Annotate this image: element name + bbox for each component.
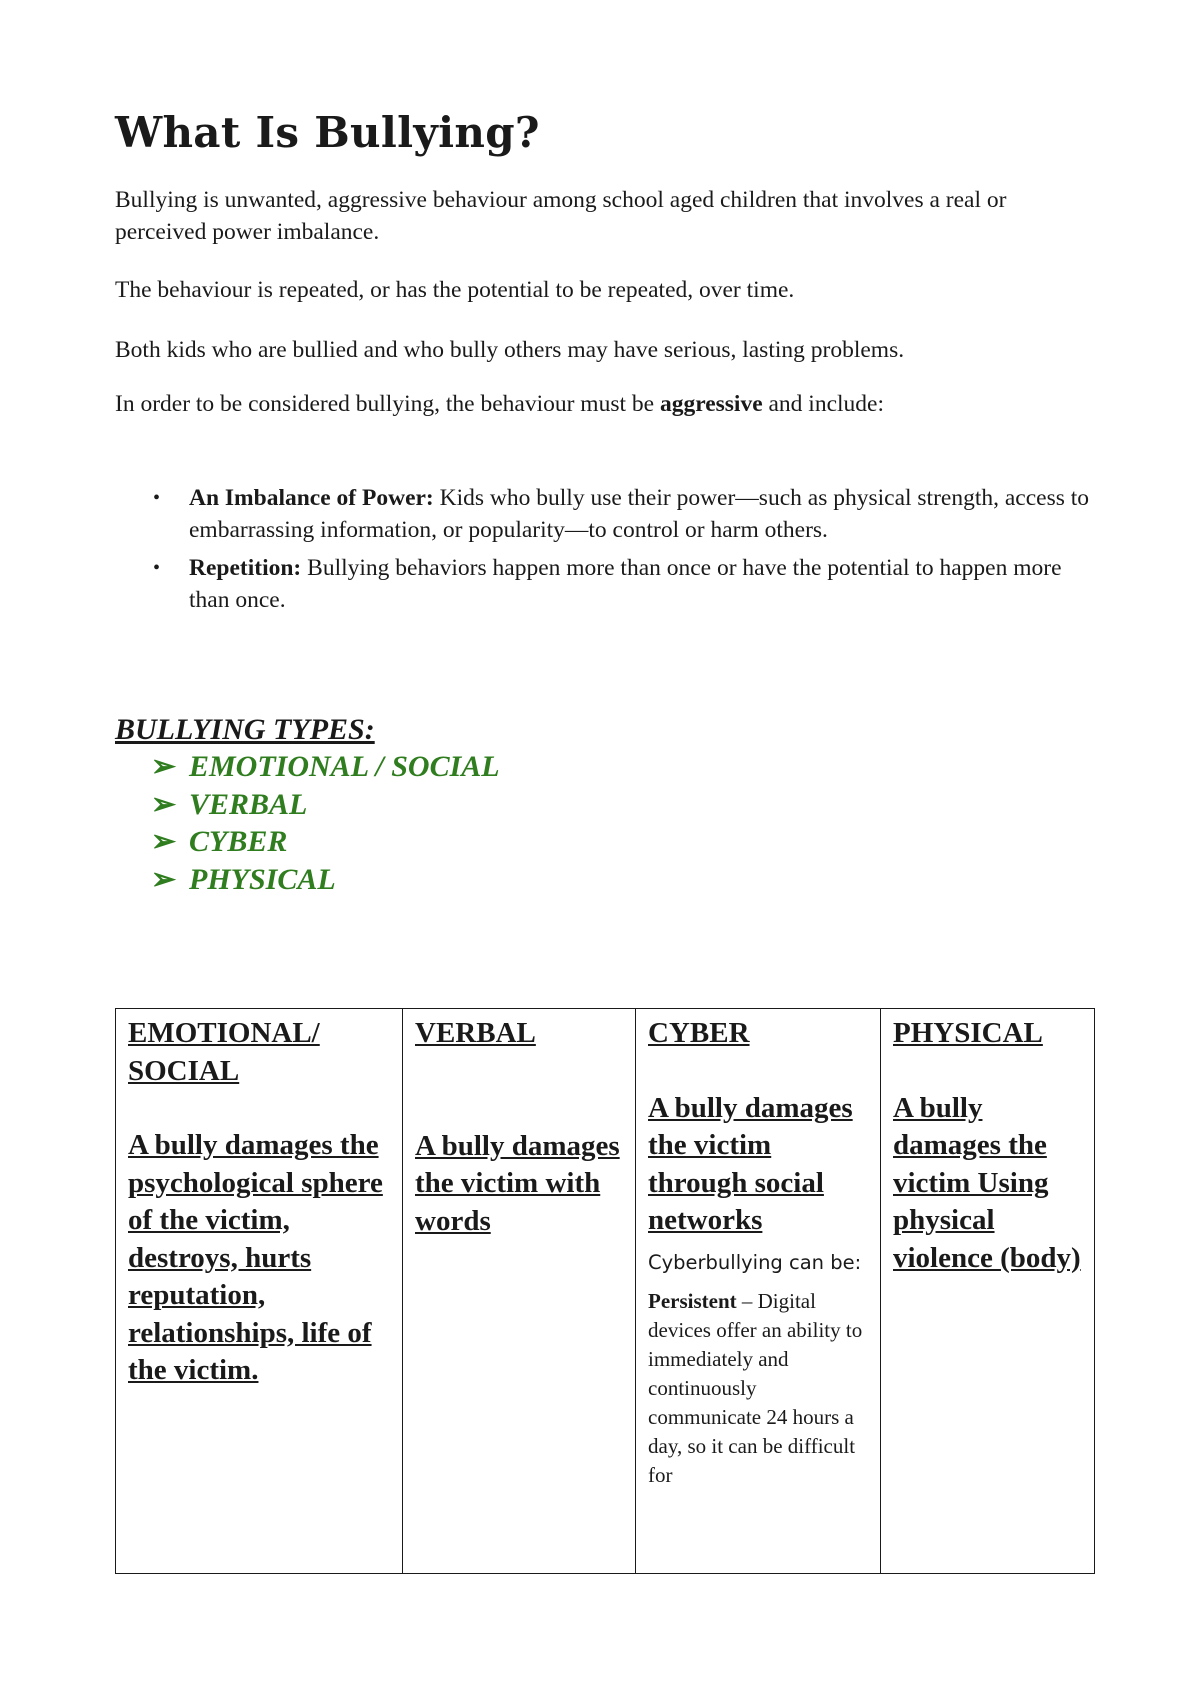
table-cell-verbal [403, 1009, 636, 1574]
bullet-term: An Imbalance of Power: [189, 485, 434, 511]
bullet-term: Repetition: [189, 555, 302, 581]
physical-description: A bully damages the victim Using physical violence (body) [893, 1091, 1081, 1274]
criteria-list [115, 482, 1095, 622]
page-title: What Is Bullying? [115, 108, 540, 157]
bullying-types-table [115, 1008, 1095, 1574]
verbal-header: VERBAL [415, 1017, 536, 1049]
bullet-text: Bullying behaviors happen more than once or have the potential to happen more than once. [189, 555, 1062, 613]
cyber-header: CYBER [648, 1017, 750, 1049]
verbal-description: A bully damages the victim with words [415, 1129, 620, 1237]
bullet-icon: • [153, 557, 161, 579]
types-heading: BULLYING TYPES: [115, 713, 375, 746]
type-label: VERBAL [189, 787, 308, 821]
table-cell-cyber [636, 1009, 881, 1574]
criteria-text-end: and include: [762, 391, 885, 417]
types-list [151, 748, 500, 898]
criteria-text: In order to be considered bullying, the behaviour must be [115, 391, 660, 417]
list-item [151, 748, 500, 786]
criteria-paragraph [115, 388, 1090, 420]
table-cell-emotional [116, 1009, 403, 1574]
emotional-header: EMOTIONAL/ SOCIAL [128, 1017, 320, 1087]
repetition-paragraph: The behaviour is repeated, or has the potential to be repeated, over time. [115, 277, 795, 303]
emotional-description: A bully damages the psychological sphere of the victim, destroys, hurts reputation, relationships, life of the victim. [128, 1129, 383, 1386]
cyber-intro: Cyberbullying can be: [648, 1250, 862, 1274]
arrow-bullet-icon: ➢ [151, 750, 177, 783]
persistent-text: – Digital devices offer an ability to immediately and continuously communicate 24 hours a day, so it can be difficult for [648, 1288, 863, 1487]
arrow-bullet-icon: ➢ [151, 787, 177, 821]
cyber-persistent [648, 1287, 870, 1490]
physical-header: PHYSICAL [893, 1017, 1043, 1049]
arrow-bullet-icon: ➢ [151, 825, 177, 858]
type-label: EMOTIONAL / SOCIAL [189, 750, 500, 783]
persistent-term: Persistent [648, 1288, 737, 1313]
type-label: PHYSICAL [189, 862, 336, 896]
bullet-text: Kids who bully use their power—such as physical strength, access to embarrassing information, or popularity—to control or harm others. [189, 485, 1090, 543]
table-cell-physical [881, 1009, 1095, 1574]
criteria-emphasis: aggressive [659, 391, 763, 417]
list-item [115, 482, 1095, 546]
list-item [151, 861, 500, 899]
list-item [115, 552, 1095, 616]
arrow-bullet-icon: ➢ [151, 862, 177, 896]
table-row [116, 1009, 1095, 1574]
cyber-description: A bully damages the victim through social networks [648, 1091, 853, 1236]
list-item [151, 823, 500, 861]
intro-paragraph: Bullying is unwanted, aggressive behaviour among school aged children that involves a real or perceived power imbalance. [115, 187, 1007, 245]
consequences-paragraph: Both kids who are bullied and who bully others may have serious, lasting problems. [115, 337, 905, 363]
type-label: CYBER [189, 825, 288, 858]
bullet-icon: • [153, 487, 161, 509]
list-item [151, 786, 500, 824]
